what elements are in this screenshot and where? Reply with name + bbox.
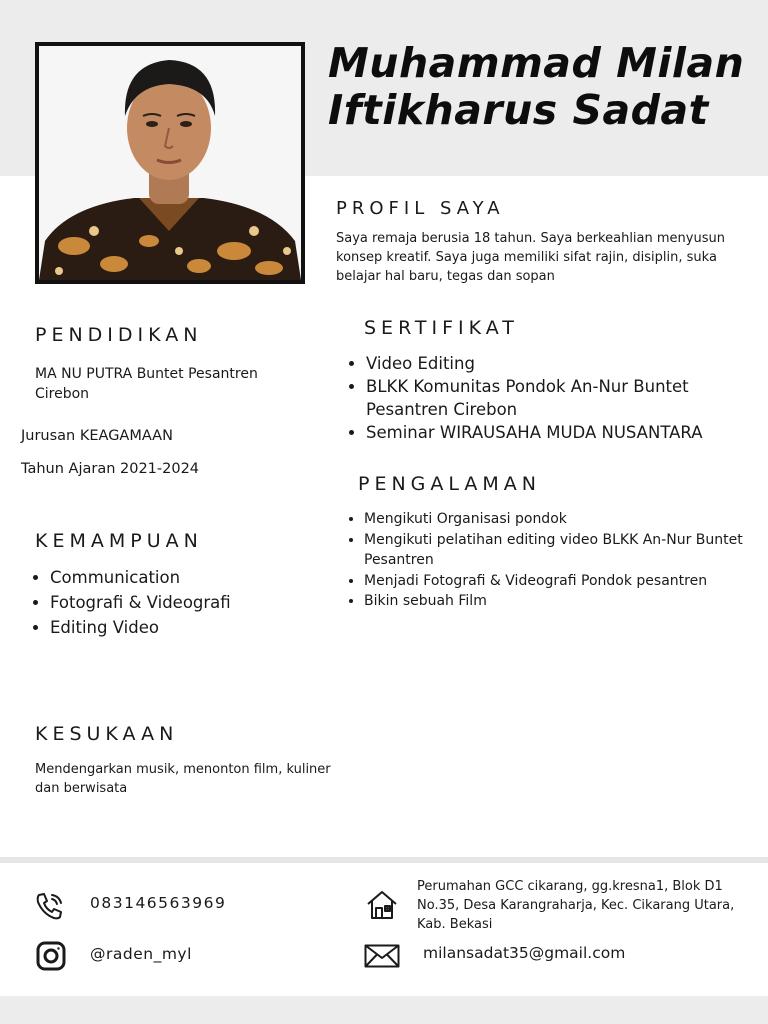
experience-item: • Bikin sebuah Film xyxy=(364,591,744,612)
skills-list xyxy=(32,565,330,640)
certificates-list xyxy=(348,352,746,444)
hobbies-heading: KESUKAAN xyxy=(35,723,179,745)
hobbies-text: Mendengarkan musik, menonton film, kuliner dan berwisata xyxy=(35,762,331,796)
profile-heading: PROFIL SAYA xyxy=(336,198,505,219)
profile-text: Saya remaja berusia 18 tahun. Saya berkeahlian menyusun konsep kreatif. Saya juga memiliki sifat rajin, disiplin, suka belajar hal baru, tegas dan sopan xyxy=(336,231,725,284)
certificate-item: • Seminar WIRAUSAHA MUDA NUSANTARA xyxy=(366,421,746,444)
bottom-band xyxy=(0,996,768,1024)
experience-list xyxy=(346,509,744,612)
instagram-icon xyxy=(36,941,66,975)
name-line-2: Iftikharus Sadat xyxy=(328,86,709,134)
skill-item: • Communication xyxy=(50,565,330,590)
education-heading: PENDIDIKAN xyxy=(35,324,203,346)
footer-divider-band xyxy=(0,857,768,863)
certificate-item: • Video Editing xyxy=(366,352,746,375)
instagram-handle[interactable]: @raden_myl xyxy=(90,945,192,963)
experience-item: • Menjadi Fotografi & Videografi Pondok pesantren xyxy=(364,571,744,592)
education-school: MA NU PUTRA Buntet Pesantren Cirebon xyxy=(35,366,258,402)
certificates-heading: SERTIFIKAT xyxy=(364,317,519,339)
full-name xyxy=(328,40,758,134)
education-year: Tahun Ajaran 2021-2024 xyxy=(21,461,200,477)
experience-item: • Mengikuti pelatihan editing video BLKK An-Nur Buntet Pesantren xyxy=(364,530,744,571)
phone-number[interactable]: 083146563969 xyxy=(90,894,227,912)
skill-item: • Fotografi & Videografi xyxy=(50,590,330,615)
address-text: Perumahan GCC cikarang, gg.kresna1, Blok D1 No.35, Desa Karangraharja, Kec. Cikarang Utara, Kab. Bekasi xyxy=(417,879,735,932)
envelope-icon xyxy=(364,944,400,972)
experience-heading: PENGALAMAN xyxy=(358,473,542,495)
house-icon xyxy=(366,889,398,925)
skill-item: • Editing Video xyxy=(50,615,330,640)
profile-photo xyxy=(35,42,305,284)
skills-heading: KEMAMPUAN xyxy=(35,530,203,552)
name-line-1: Muhammad Milan xyxy=(328,39,745,87)
email-address[interactable]: milansadat35@gmail.com xyxy=(423,944,626,962)
education-major: Jurusan KEAGAMAAN xyxy=(21,428,173,444)
certificate-item: • BLKK Komunitas Pondok An-Nur Buntet Pesantren Cirebon xyxy=(366,375,746,421)
experience-item: • Mengikuti Organisasi pondok xyxy=(364,509,744,530)
phone-icon xyxy=(34,891,66,925)
